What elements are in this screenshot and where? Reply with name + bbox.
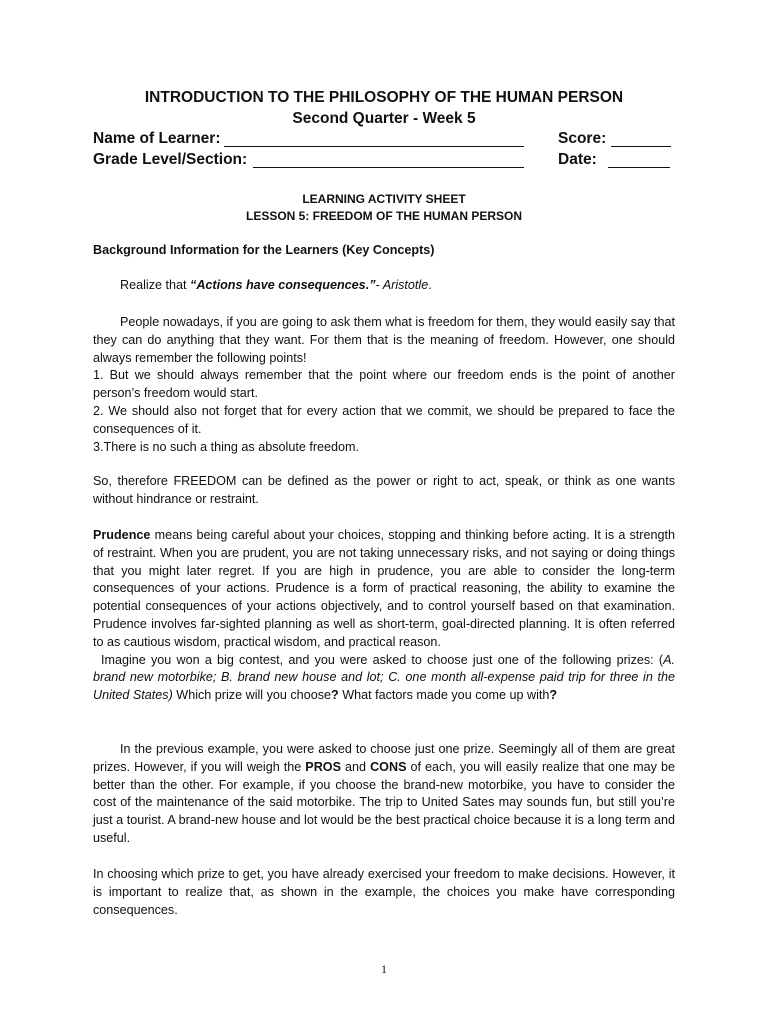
name-of-learner-label: Name of Learner: [93, 130, 221, 147]
background-info-heading: Background Information for the Learners (Key Concepts) [93, 243, 435, 257]
prudence-term: Prudence [93, 528, 151, 542]
aristotle-quote [93, 277, 675, 295]
example-part-1: In the previous example, you were asked to choose just one prize. Seemingly all of them are great prizes. However, if you will weigh the [93, 742, 675, 774]
quote-author: - Aristotle [375, 278, 429, 292]
quote-text: “Actions have consequences.” [190, 278, 376, 292]
grade-level-section-field[interactable] [253, 167, 524, 168]
quote-intro: Realize that [120, 278, 191, 292]
learner-name-row [93, 130, 675, 152]
grade-level-section-label: Grade Level/Section: [93, 151, 248, 168]
contest-question-2: What factors made you come up with [338, 688, 550, 703]
contest-paragraph [93, 652, 675, 705]
prudence-text: means being careful about your choices, stopping and thinking before acting. It is a strength of restraint. When you are prudent, you are not taking unnecessary risks, and not saying or doing things that you might later regret. If you are high in prudence, you are able to consider the long-term consequences of your actions. Prudence is a form of practical reasoning, the ability to examine the potential consequences of your actions objectively, and to control yourself based on that examination. Prudence involves far-sighted planning as well as short-term, goal-directed planning. It is often referred to as cautious wisdom, practical wisdom, and practical reason. [93, 528, 675, 649]
cons-term: CONS [370, 759, 407, 774]
contest-options: A. brand new motorbike; B. brand new house and lot; C. one month all-expense paid trip for three in the United States) [93, 652, 675, 703]
date-field[interactable] [608, 167, 670, 168]
contest-intro: Imagine you won a big contest, and you were asked to choose just one of the following prizes: ( [101, 652, 664, 667]
prudence-section [93, 527, 675, 705]
freedom-definition-text: So, therefore FREEDOM can be defined as the power or right to act, speak, or think as one wants without hindrance or restraint. [93, 474, 675, 506]
freedom-points-section [93, 314, 675, 456]
contest-question-2-mark: ? [549, 688, 558, 703]
freedom-point-3: 3.There is no such a thing as absolute freedom. [93, 439, 360, 454]
conclusion-paragraph [93, 866, 675, 919]
example-paragraph [93, 741, 675, 848]
score-field[interactable] [611, 146, 671, 147]
page-number: 1 [381, 962, 387, 976]
document-title: INTRODUCTION TO THE PHILOSOPHY OF THE HUMAN PERSON [144, 89, 624, 106]
activity-sheet-heading: LEARNING ACTIVITY SHEET [302, 192, 466, 206]
quote-end: . [428, 278, 432, 292]
document-subtitle: Second Quarter - Week 5 [292, 110, 476, 127]
grade-section-row [93, 151, 675, 173]
score-label: Score: [558, 130, 607, 147]
freedom-point-2: 2. We should also not forget that for every action that we commit, we should be prepared to face the consequences of it. [93, 403, 675, 436]
conclusion-text: In choosing which prize to get, you have already exercised your freedom to make decisions. However, it is important to realize that, as shown in the example, the choices you make have corresponding consequences. [93, 867, 675, 917]
name-of-learner-field[interactable] [224, 146, 524, 147]
prudence-paragraph [93, 527, 675, 652]
pros-term: PROS [305, 759, 341, 774]
lesson-heading: LESSON 5: FREEDOM OF THE HUMAN PERSON [245, 209, 523, 223]
contest-question-1: Which prize will you choose [172, 688, 331, 703]
date-label: Date: [558, 151, 597, 168]
freedom-intro-paragraph: People nowadays, if you are going to ask them what is freedom for them, they would easily say that they can do anything that they want. For them that is the meaning of freedom. However, one should always remember the following points! [93, 315, 675, 365]
example-and: and [341, 759, 371, 774]
example-part-2: of each, you will easily realize that one may be better than the other. For example, if you choose the brand-new motorbike, you have to consider the cost of the maintenance of the said motorbike. The trip to United Sates may sounds fun, but still you’re just a tourist. A brand-new house and lot would be the best practical choice because it is a long term and useful. [93, 759, 675, 845]
freedom-point-1: 1. But we should always remember that the point where our freedom ends is the point of another person’s freedom would start. [93, 368, 675, 401]
freedom-definition-paragraph [93, 473, 675, 509]
contest-question-1-mark: ? [331, 688, 339, 703]
